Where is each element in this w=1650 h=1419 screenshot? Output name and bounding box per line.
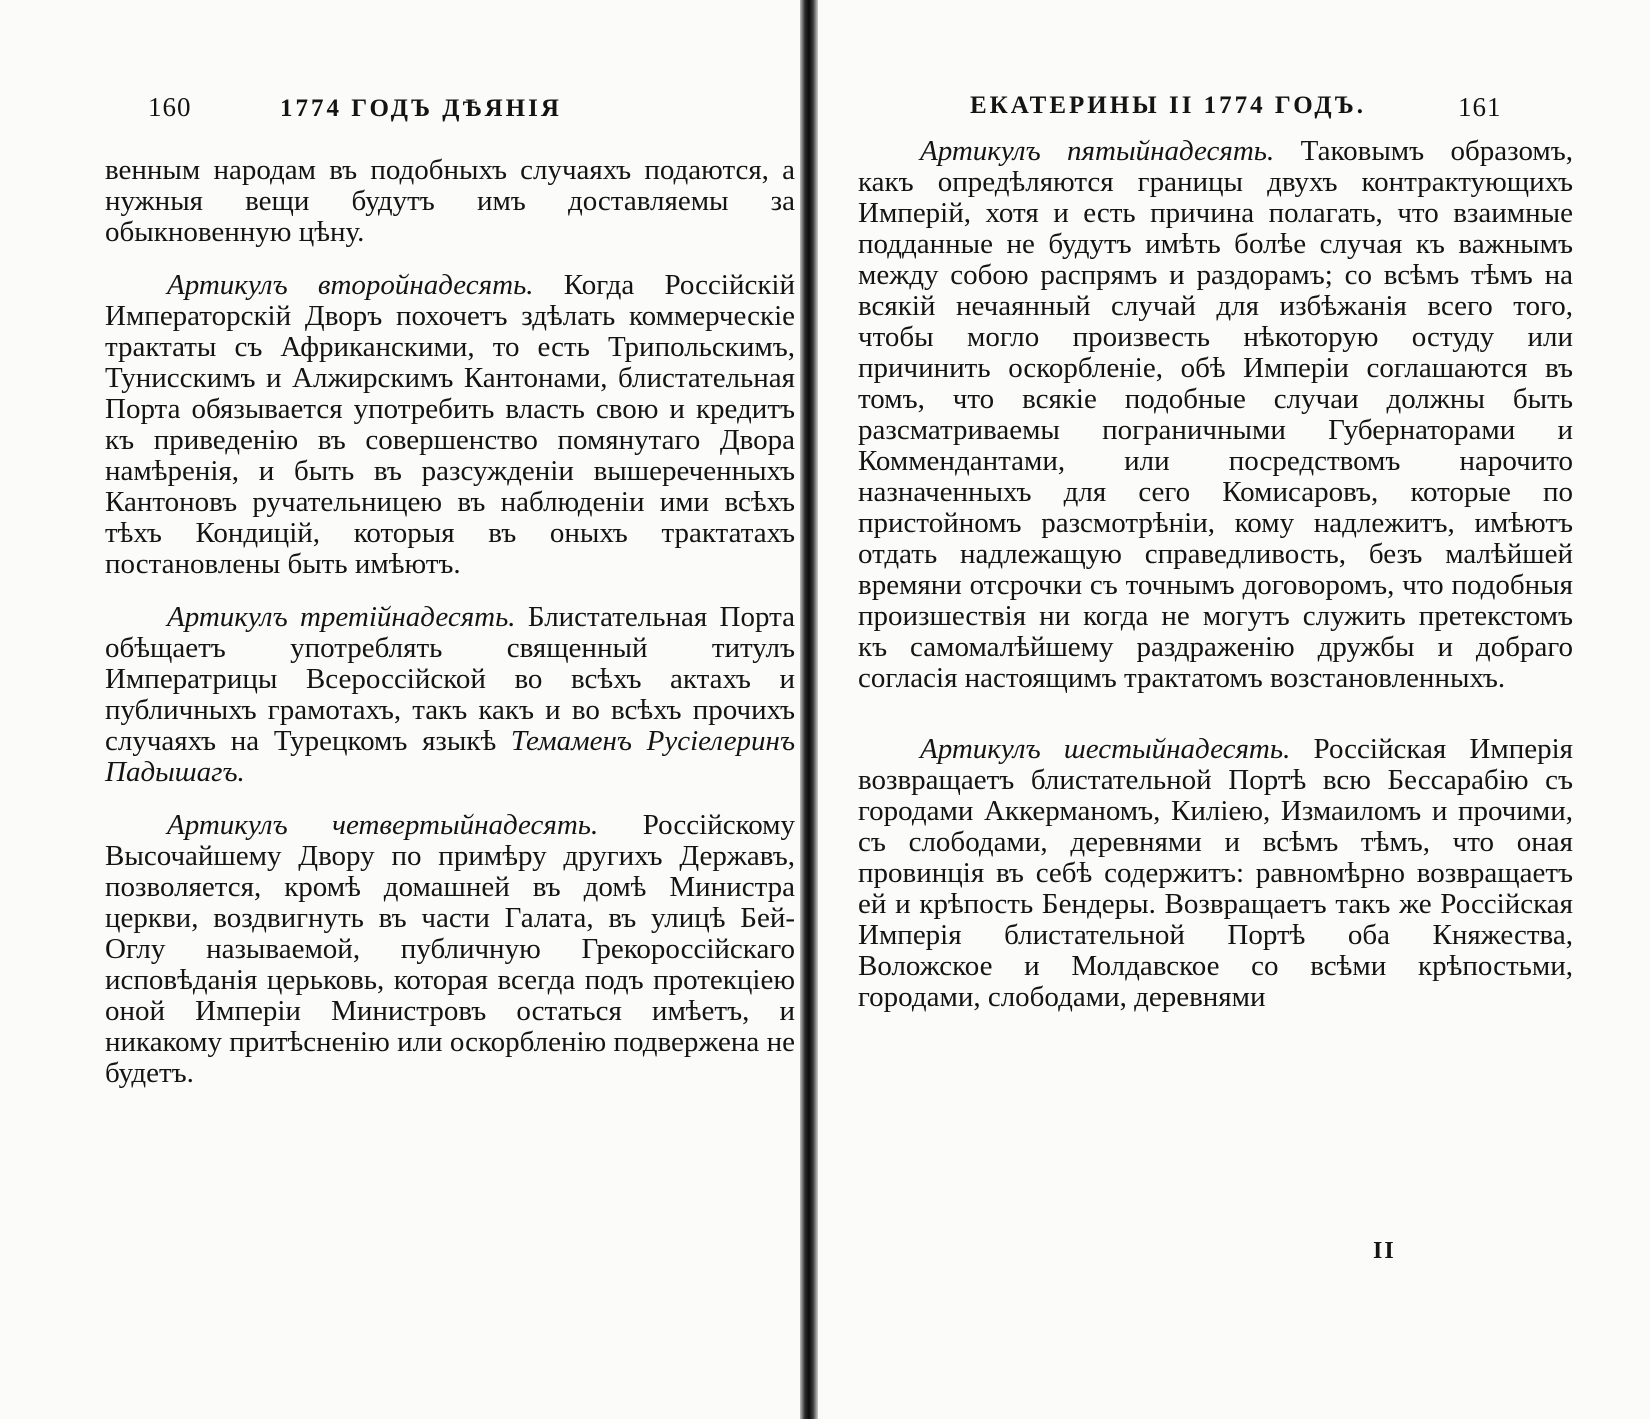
- article-13-title: Артикулъ третійнадесять.: [167, 601, 516, 633]
- article-14: [105, 810, 795, 1089]
- article-13-text: Блистательная Порта обѣщаетъ употреблять священный титулъ Императрицы Всероссійской во всѣхъ актахъ и публичныхъ грамотахъ, такъ какъ и во всѣхъ прочихъ случаяхъ на Турецкомъ языкѣ: [105, 601, 795, 757]
- article-14-text: Россійскому Высочайшему Двору по примѣру другихъ Державъ, позволяется, кромѣ домашней въ домѣ Министра церкви, воздвигнуть въ части Галата, въ улицѣ Бей-Оглу называемой, публичную Грекороссійскаго исповѣданія церьковь, которая всегда подъ протекціею оной Имперіи Министровъ остаться имѣетъ, и никакому притѣсненію или оскорбленію подвержена не будетъ.: [105, 809, 796, 1089]
- article-14-title: Артикулъ четвертыйнадесять.: [167, 809, 599, 841]
- left-page: [0, 0, 800, 1419]
- right-running-head: ЕКАТЕРИНЫ II 1774 ГОДЪ.: [970, 92, 1366, 119]
- left-page-number: 160: [148, 92, 192, 122]
- article-15-text: Таковымъ образомъ, какъ опредѣляются границы двухъ контрактующихъ Имперій, хотя и есть причина полагать, что взаимные подданные не будутъ имѣть болѣе случая къ важнымъ между собою распрямъ и раздорамъ; со всѣмъ тѣмъ на всякій нечаянный случай для избѣжанія всего того, чтобы могло произвесть нѣкоторую остуду или причинить оскорбленіе, обѣ Имперіи соглашаются въ томъ, что всякіе подобные случаи должны быть разсматриваемы пограничными Губернаторами и Коммендантами, или посредствомъ нарочито назначенныхъ для сего Комисаровъ, которые по пристойномъ разсмотрѣніи, кому надлежитъ, имѣютъ отдать надлежащую справедливость, безъ малѣйшей времяни отсрочки съ точнымъ договоромъ, что подобныя произшествія ни когда не могутъ служить претекстомъ къ самомалѣйшему раздраженію дружбы и добраго согласія настоящимъ трактатомъ возстановленныхъ.: [858, 135, 1573, 694]
- article-16-text: Россійская Имперія возвращаетъ блистательной Портѣ всю Бессарабію съ городами Аккерманомъ, Киліею, Измаиломъ и прочими, съ слободами, деревнями и всѣмъ тѣмъ, что оная провинція въ себѣ содержитъ: равномѣрно возвращаетъ ей и крѣпость Бендеры. Возвращаетъ такъ же Россійская Имперія блистательной Портѣ оба Княжества, Воложское и Молдавское со всѣми крѣпостьми, городами, слободами, деревнями: [858, 733, 1574, 1013]
- article-12-title: Артикулъ второйнадесять.: [167, 269, 534, 301]
- right-page-body: [858, 136, 1573, 1013]
- right-page-header: [970, 92, 1366, 128]
- article-12-text: Когда Россійскій Императорскій Дворъ похочетъ здѣлать коммерческіе трактаты съ Африканскими, то есть Трипольскимъ, Тунисскимъ и Алжирскимъ Кантонами, блистательная Порта обязывается употребить власть свою и кредитъ къ приведенію въ совершенство помянутаго Двора намѣренія, и быть въ разсужденіи вышереченныхъ Кантоновъ ручательницею въ наблюденіи ими всѣхъ тѣхъ Кондицій, которыя въ оныхъ трактатахъ постановлены быть имѣютъ.: [105, 269, 795, 580]
- article-15-title: Артикулъ пятыйнадесять.: [920, 135, 1275, 167]
- article-16-title: Артикулъ шестыйнадесять.: [920, 733, 1291, 765]
- left-page-header: [148, 92, 562, 128]
- right-page-number-wrap: [1458, 92, 1502, 128]
- article-13-turkish-title: Темаменъ Русіелеринъ Падышагъ.: [105, 725, 796, 788]
- left-page-body: [105, 155, 795, 1089]
- right-page-number: 161: [1458, 92, 1502, 122]
- right-page: [818, 0, 1650, 1419]
- article-12: [105, 270, 795, 580]
- article-16: [858, 734, 1573, 1013]
- book-gutter: [800, 0, 818, 1419]
- continuation-paragraph: венным народам въ подобныхъ случаяхъ подаются, а нужныя вещи будутъ имъ доставляемы за обыкновенную цѣну.: [105, 154, 795, 248]
- article-13: [105, 602, 795, 788]
- left-running-head: 1774 ГОДЪ ДѢЯНІЯ: [280, 95, 562, 122]
- article-15: [858, 136, 1573, 694]
- catchword: II: [1373, 1238, 1396, 1264]
